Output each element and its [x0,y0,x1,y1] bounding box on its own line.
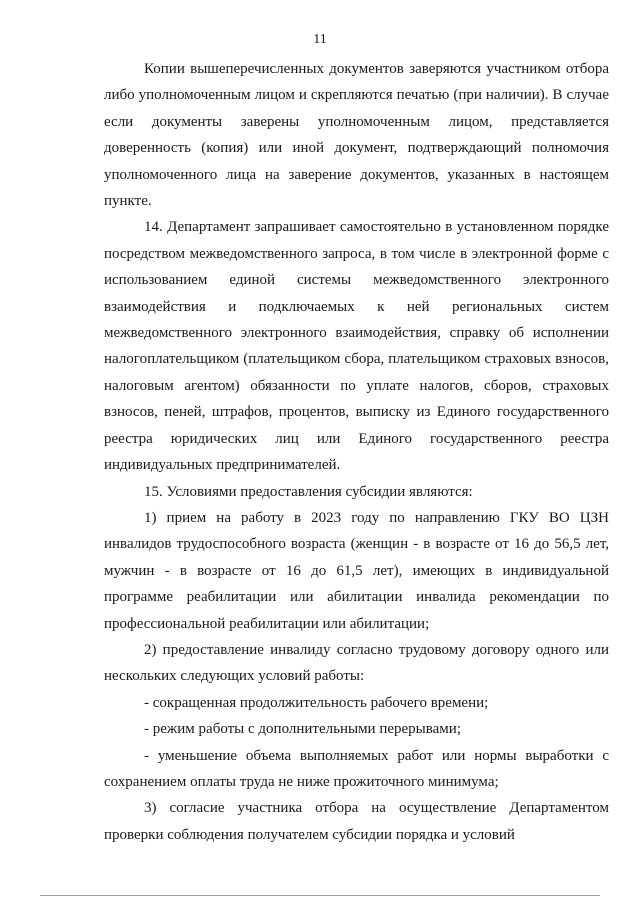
list-item-reduced-workload: - уменьшение объема выполняемых работ или нормы выработки с сохранением оплаты труда не ниже прожиточного минимума; [104,747,609,790]
page-number: 11 [313,32,327,47]
paragraph-item-15: 15. Условиями предоставления субсидии являются: [144,483,473,500]
paragraph-condition-1: 1) прием на работу в 2023 году по направлению ГКУ ВО ЦЗН инвалидов трудоспособного возраста (женщин - в возрасте от 16 до 56,5 лет, мужчин - в возрасте от 16 до 61,5 лет), имеющих в индивидуальной программе реабилитации или абилитации инвалида рекомендации по профессиональной реабилитации или абилитации; [104,509,609,632]
list-item-reduced-hours: - сокращенная продолжительность рабочего времени; [144,694,489,711]
list-item-extra-breaks: - режим работы с дополнительными перерывами; [144,721,461,738]
paragraph-condition-2: 2) предоставление инвалиду согласно трудовому договору одного или нескольких следующих условий работы: [104,641,609,685]
paragraph-item-14: 14. Департамент запрашивает самостоятельно в установленном порядке посредством межведомственного запроса, в том числе в электронной форме с использованием единой системы межведомственного электронного взаимодействия и подключаемых к ней региональных систем межведомственного электронного взаимодействия, справку об исполнении налогоплательщиком (плательщиком сбора, плательщиком страховых взносов, налоговым агентом) обязанности по уплате налогов, сборов, страховых взносов, пеней, штрафов, процентов, выписку из Единого государственного реестра юридических лиц или Единого государственного реестра индивидуальных предпринимателей. [104,219,609,474]
paragraph-condition-3: 3) согласие участника отбора на осуществление Департаментом проверки соблюдения получателем субсидии порядка и условий [104,800,609,843]
document-body [104,56,609,848]
bottom-divider [40,895,600,896]
paragraph-copies-certification: Копии вышеперечисленных документов заверяются участником отбора либо уполномоченным лицом и скрепляются печатью (при наличии). В случае если документы заверены уполномоченным лицом, представляется доверенность (копия) или иной документ, подтверждающий полномочия уполномоченного лица на заверение документов, указанных в настоящем пункте. [104,61,609,210]
